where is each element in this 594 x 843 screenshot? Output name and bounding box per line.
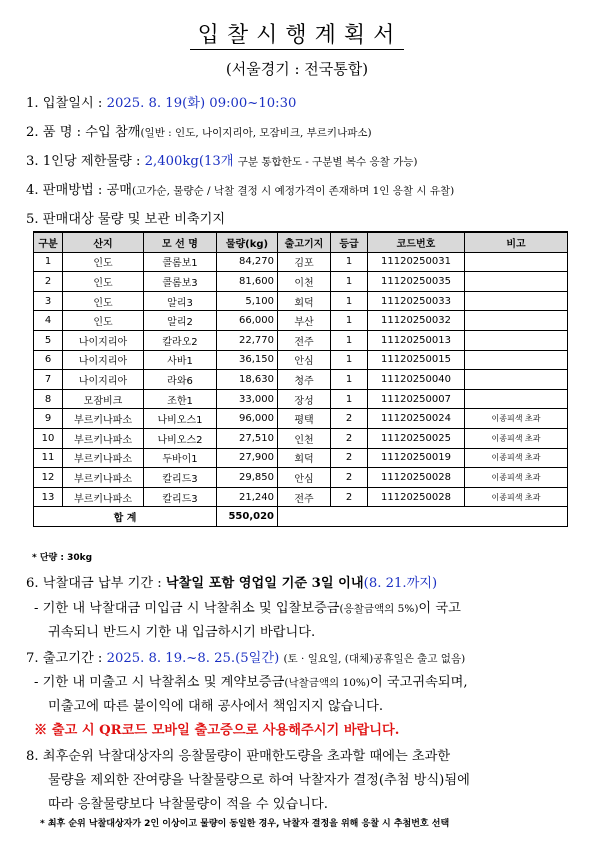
row-quantity: 66,000 [217, 311, 278, 331]
bid-datetime-label: 1. 입찰일시 : [26, 96, 103, 111]
row-vessel: 라와6 [144, 370, 217, 390]
row-depot: 청주 [278, 370, 331, 390]
sales-table [33, 231, 568, 527]
row-vessel: 콜롬보1 [144, 252, 217, 272]
row-number: 11 [34, 448, 63, 468]
row-number: 5 [34, 330, 63, 350]
release-note-text: - 기한 내 미출고 시 낙찰취소 및 계약보증금 [34, 675, 285, 690]
qr-notice: ※ 출고 시 QR코드 모바일 출고증으로 사용해주시기 바랍니다. [34, 723, 400, 738]
release-period-label: 7. 출고기간 : [26, 651, 103, 666]
limit-quantity-line [26, 150, 418, 169]
row-grade: 2 [331, 468, 368, 488]
payment-period-value: 낙찰일 포함 영업일 기준 3일 이내 [165, 576, 364, 591]
row-grade: 2 [331, 487, 368, 507]
row-remarks [465, 311, 568, 331]
row-vessel: 칼리드3 [144, 468, 217, 488]
row-quantity: 22,770 [217, 330, 278, 350]
col-header-quantity: 물량(kg) [217, 232, 278, 252]
item8-line1: 8. 최후순위 낙찰대상자의 응찰물량이 판매한도량을 초과할 때에는 초과한 [26, 749, 451, 764]
row-grade: 2 [331, 409, 368, 429]
row-vessel: 알리3 [144, 291, 217, 311]
row-depot: 회덕 [278, 448, 331, 468]
table-body [34, 252, 568, 507]
product-name-line [26, 121, 372, 140]
row-number: 8 [34, 389, 63, 409]
row-remarks: 이종피색 초과 [465, 487, 568, 507]
bid-datetime-value: 2025. 8. 19(화) 09:00~10:30 [106, 96, 297, 111]
row-number: 13 [34, 487, 63, 507]
table-row [34, 272, 568, 292]
payment-note-line2: 귀속되니 반드시 기한 내 입금하시기 바랍니다. [48, 625, 316, 640]
row-origin: 부르키나파소 [63, 468, 144, 488]
row-number: 6 [34, 350, 63, 370]
row-origin: 나이지리아 [63, 350, 144, 370]
table-row [34, 468, 568, 488]
total-blank [278, 507, 568, 527]
row-grade: 1 [331, 311, 368, 331]
row-remarks [465, 370, 568, 390]
product-origin-note: (일반 : 인도, 나이지리아, 모잠비크, 부르키나파소) [140, 127, 372, 139]
row-code: 11120250028 [368, 487, 465, 507]
row-number: 7 [34, 370, 63, 390]
payment-note-text: - 기한 내 낙찰대금 미입금 시 낙찰취소 및 입찰보증금 [34, 601, 340, 616]
row-grade: 2 [331, 428, 368, 448]
table-row [34, 291, 568, 311]
row-remarks [465, 389, 568, 409]
row-number: 4 [34, 311, 63, 331]
sale-target-heading: 5. 판매대상 물량 및 보관 비축기지 [26, 212, 226, 227]
row-origin: 나이지리아 [63, 370, 144, 390]
row-quantity: 21,240 [217, 487, 278, 507]
col-header-grade: 등급 [331, 232, 368, 252]
row-vessel: 콜롬보3 [144, 272, 217, 292]
row-grade: 1 [331, 272, 368, 292]
row-depot: 김포 [278, 252, 331, 272]
row-origin: 모잠비크 [63, 389, 144, 409]
table-row [34, 252, 568, 272]
row-remarks [465, 252, 568, 272]
row-depot: 전주 [278, 330, 331, 350]
row-grade: 1 [331, 370, 368, 390]
row-remarks: 이종피색 초과 [465, 448, 568, 468]
row-code: 11120250028 [368, 468, 465, 488]
sale-method-line [26, 179, 454, 198]
release-note-line2: 미출고에 따른 불이익에 대해 공사에서 책임지지 않습니다. [48, 699, 384, 714]
row-code: 11120250015 [368, 350, 465, 370]
release-note-small: (낙찰금액의 10%) [284, 677, 370, 689]
row-depot: 장성 [278, 389, 331, 409]
product-name-label: 2. 품 명 : [26, 125, 82, 140]
row-quantity: 27,510 [217, 428, 278, 448]
row-vessel: 사바1 [144, 350, 217, 370]
row-vessel: 알리2 [144, 311, 217, 331]
row-origin: 인도 [63, 311, 144, 331]
row-remarks: 이종피색 초과 [465, 409, 568, 429]
footnote: * 최후 순위 낙찰대상자가 2인 이상이고 물량이 동일한 경우, 낙찰자 결정을 위해 응찰 시 추첨번호 선택 [40, 819, 450, 829]
total-label: 합 계 [34, 507, 217, 527]
table-row [34, 370, 568, 390]
row-depot: 이천 [278, 272, 331, 292]
row-grade: 1 [331, 389, 368, 409]
row-code: 11120250032 [368, 311, 465, 331]
document-subtitle: (서울경기 : 전국통합) [225, 60, 369, 78]
row-origin: 인도 [63, 272, 144, 292]
row-vessel: 조한1 [144, 389, 217, 409]
row-quantity: 96,000 [217, 409, 278, 429]
row-depot: 인천 [278, 428, 331, 448]
table-row [34, 448, 568, 468]
table-row [34, 389, 568, 409]
row-origin: 인도 [63, 291, 144, 311]
table-row [34, 487, 568, 507]
col-header-remarks: 비고 [465, 232, 568, 252]
row-origin: 부르키나파소 [63, 409, 144, 429]
row-remarks [465, 272, 568, 292]
table-row [34, 350, 568, 370]
payment-note-small: (응찰금액의 5%) [339, 603, 419, 615]
limit-quantity-note: 구분 통합한도 - 구분별 복수 응찰 가능) [237, 156, 418, 168]
row-origin: 인도 [63, 252, 144, 272]
product-name-value: 수입 참깨 [85, 125, 141, 140]
release-note-tail: 이 국고귀속되며, [369, 675, 468, 690]
row-code: 11120250025 [368, 428, 465, 448]
table-header-row [34, 232, 568, 252]
row-grade: 1 [331, 252, 368, 272]
row-grade: 1 [331, 330, 368, 350]
row-remarks [465, 330, 568, 350]
row-quantity: 18,630 [217, 370, 278, 390]
row-origin: 부르키나파소 [63, 428, 144, 448]
row-number: 12 [34, 468, 63, 488]
col-header-code: 코드번호 [368, 232, 465, 252]
row-quantity: 27,900 [217, 448, 278, 468]
total-value: 550,020 [217, 507, 278, 527]
row-code: 11120250040 [368, 370, 465, 390]
row-remarks: 이종피색 초과 [465, 468, 568, 488]
row-depot: 회덕 [278, 291, 331, 311]
unit-note: * 단량 : 30kg [32, 553, 93, 563]
table-row [34, 428, 568, 448]
row-code: 11120250035 [368, 272, 465, 292]
row-grade: 1 [331, 350, 368, 370]
release-period-line [26, 647, 465, 666]
row-quantity: 5,100 [217, 291, 278, 311]
table-row [34, 330, 568, 350]
payment-note-line1 [34, 597, 461, 616]
document-title: 입찰시행계획서 [0, 18, 594, 49]
row-number: 10 [34, 428, 63, 448]
row-grade: 2 [331, 448, 368, 468]
row-code: 11120250031 [368, 252, 465, 272]
row-code: 11120250033 [368, 291, 465, 311]
row-origin: 나이지리아 [63, 330, 144, 350]
row-depot: 안심 [278, 468, 331, 488]
release-period-note: (토 · 일요일, (대체)공휴일은 출고 없음) [283, 653, 466, 665]
row-number: 9 [34, 409, 63, 429]
row-vessel: 나비오스2 [144, 428, 217, 448]
item8-line3: 따라 응찰물량보다 낙찰물량이 적을 수 있습니다. [48, 797, 328, 812]
row-remarks [465, 350, 568, 370]
row-depot: 부산 [278, 311, 331, 331]
release-period-value: 2025. 8. 19.~8. 25.(5일간) [106, 651, 280, 666]
row-depot: 평택 [278, 409, 331, 429]
col-header-depot: 출고기지 [278, 232, 331, 252]
item8-line2: 물량을 제외한 잔여량을 낙찰물량으로 하여 낙찰자가 결정(추첨 방식)됨에 [48, 773, 470, 788]
row-quantity: 29,850 [217, 468, 278, 488]
row-depot: 전주 [278, 487, 331, 507]
limit-quantity-value: 2,400kg(13개 [144, 154, 234, 169]
row-code: 11120250019 [368, 448, 465, 468]
limit-quantity-label: 3. 1인당 제한물량 : [26, 154, 141, 169]
row-vessel: 칼라오2 [144, 330, 217, 350]
row-remarks [465, 291, 568, 311]
row-grade: 1 [331, 291, 368, 311]
sale-method-label: 4. 판매방법 : 공매 [26, 183, 133, 198]
row-code: 11120250024 [368, 409, 465, 429]
row-number: 3 [34, 291, 63, 311]
row-quantity: 84,270 [217, 252, 278, 272]
row-origin: 부르키나파소 [63, 487, 144, 507]
row-number: 2 [34, 272, 63, 292]
row-quantity: 81,600 [217, 272, 278, 292]
row-remarks: 이종피색 초과 [465, 428, 568, 448]
row-quantity: 36,150 [217, 350, 278, 370]
table-row [34, 311, 568, 331]
col-header-vessel: 모 선 명 [144, 232, 217, 252]
bid-datetime-line [26, 92, 296, 111]
row-code: 11120250013 [368, 330, 465, 350]
row-number: 1 [34, 252, 63, 272]
col-header-division: 구분 [34, 232, 63, 252]
row-quantity: 33,000 [217, 389, 278, 409]
payment-period-label: 6. 낙찰대금 납부 기간 : [26, 576, 162, 591]
payment-deadline: (8. 21.까지) [363, 576, 438, 591]
row-vessel: 나비오스1 [144, 409, 217, 429]
payment-note-tail: 이 국고 [418, 601, 461, 616]
sale-method-note: (고가순, 물량순 / 낙찰 결정 시 예정가격이 존재하며 1인 응찰 시 유찰) [132, 185, 455, 197]
payment-period-line [26, 572, 437, 591]
row-code: 11120250007 [368, 389, 465, 409]
table-row [34, 409, 568, 429]
row-depot: 안심 [278, 350, 331, 370]
release-note-line1 [34, 671, 468, 690]
row-vessel: 칼리드3 [144, 487, 217, 507]
col-header-origin: 산지 [63, 232, 144, 252]
row-vessel: 두바이1 [144, 448, 217, 468]
row-origin: 부르키나파소 [63, 448, 144, 468]
table-total-row [34, 507, 568, 527]
